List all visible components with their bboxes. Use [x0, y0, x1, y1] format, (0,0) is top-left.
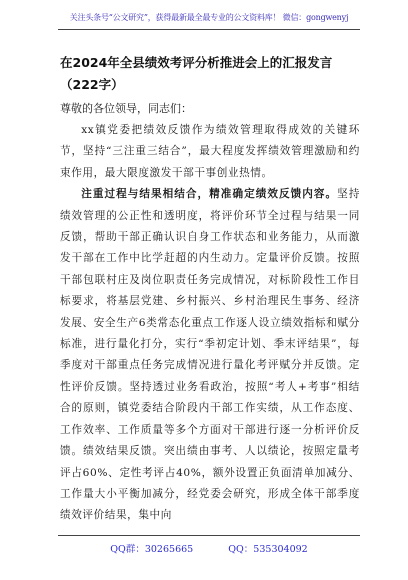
section-body: 坚持绩效管理的公正性和透明度，将评价环节全过程与结果一同反馈，帮助干部正确认识自身工作状态和业务能力，从而激发干部在工作中比学赶超的内生动力。定量评价反馈。按照干部包联村庄及岗位职责任务完成情况，对标阶段性工作目标要求，将基层党建、乡村振兴、乡村治理民生事务、经济发展、安全生产6类常态化重点工作逐人设立绩效指标和赋分标准，进行量化打分，实行“季初定计划、季末评结果”，每季度对干部重点任务完成情况进行量化考评赋分并反馈。定性评价反馈。坚持透过业务看政治，按照“考人+考事”相结合的原则，镇党委结合阶段内干部工作实绩，从工作态度、工作效率、工作质量等多个方面对干部进行逐一分析评价反馈。绩效结果反馈。突出绩由事考、人以绩论，按照定量考评占60%、定性考评占40%，额外设置正负面清单加减分、工作量大小平衡加减分，经党委会研究，形成全体干部季度绩效评价结果，集中向: [60, 188, 361, 522]
footer: [58, 535, 360, 555]
paragraph-section: [60, 184, 360, 527]
salutation: 尊敬的各位领导，同志们：: [60, 102, 192, 115]
document-body: [60, 120, 360, 527]
document-title: 在2024年全县绩效考评分析推进会上的汇报发言（222字）: [60, 55, 333, 92]
paragraph-intro: xx镇党委把绩效反馈作为绩效管理取得成效的关键环节，坚持“三注重三结合”，最大程度发挥绩效管理激励和约束作用，最大限度激发干部干事创业热情。: [60, 124, 360, 179]
footer-qq-group: QQ群：30265665: [110, 544, 194, 555]
header-banner: 关注头条号“公文研究”，获得最新最全最专业的公文资料库！ 微信：gongwenyj: [58, 12, 360, 30]
footer-qq: QQ：535304092: [228, 544, 308, 555]
section-heading: 注重过程与结果相结合，精准确定绩效反馈内容。: [81, 188, 338, 201]
